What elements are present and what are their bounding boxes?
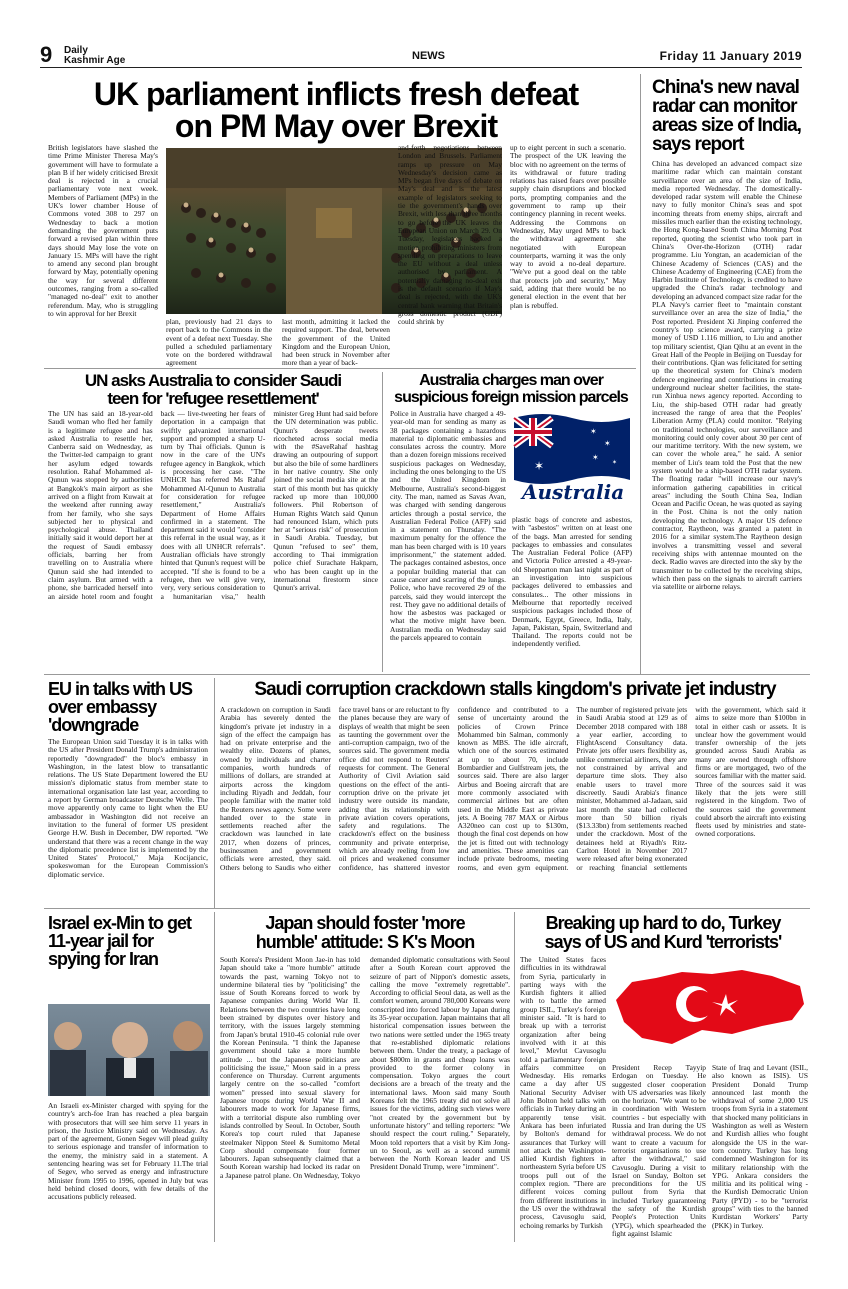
un-body: The UN has said an 18-year-old Saudi woman who fled her family is a legitimate refugee and has asked Australia to resettle her, Canberra said on Wednesday, as the Twitter-led campaign to grant her asylum edged towards resolution. Rahaf Mohammed al-Qunun was stopped by authorities at Bangkok's main airport as she arrived on a flight from Kuwait at the weekend after running away from her family, who she says subjected her to physical and psychological abuse. Thailand initially said it would deport her at the request of Saudi embassy officials, barring her from travelling on to Australia where Qunun said she had intended to claim asylum. But armed with a phone, she barricaded herself into an airside hotel room and fought back — live-tweeting her fears of deportation in a campaign that swiftly galvanized international support and prompted a sharp U-turn by Thai officials. Qunun is now in the care of the UN's refugee agency in Bangkok, which is processing her case. "The UNHCR has referred Ms Rahaf Mohammed Al-Qunun to Australia for consideration for refugee resettlement," Australia's Department of Home Affairs confirmed in a statement. The department said it would "consider this referral in the usual way, as it does with all UNHCR referrals". Australian officials have strongly hinted that Qunun's request will be accepted. "If she is found to be a refugee, then we will give very, very, very serious consideration to a humanitarian visa," health minister Greg Hunt had said before the UN determination was public. Qunun's desperate tweets ricocheted across social media with the #SaveRahaf hashtag drawing an outpouring of support but also the bile of some hardliners in her native country. She only joined the social media site at the start of this month but has quickly racked up more than 100,000 followers. Phil Robertson of Human Rights Watch said Qunun had renounced Islam, which puts her at "serious risk" of prosecution in Saudi Arabia. Tuesday, but Qunun "refused to see" them, according to Thai immigration police chief Surachate Hakparn, who has been caught up in the international firestorm since Qunun's arrival. bbox=[48, 410, 378, 601]
un-headline bbox=[48, 372, 378, 408]
turkey-map bbox=[612, 960, 808, 1062]
turkey-body-b2: State of Iraq and Levant (ISIL, also known as ISIS). US President Donald Trump announced last month the withdrawal of some 2,000 US troops from Syria in a statement that shocked many politicians in Washington as well as Western and Kurdish allies who fought alongside the US in the war-torn country. Turkey has long condemned Washington for its military relationship with the YPG. Ankara considers the militia and its political wing - the Kurdish Democratic Union Party (PYD) - to be "terrorist groups" with ties to the banned Kurdistan Workers' Party (PKK) in Turkey. bbox=[712, 1064, 808, 1230]
aus-body-right: plastic bags of concrete and asbestos, with "asbestos" written on at least one of the bags. Man arrested for sending packages to embassies and consulates The Australian Federal Police (AFP) and Victoria Police arrested a 49-year-old Shepparton man last night as part of an investigation into suspicious packages delivered to embassies and consulates... The other missions in Melbourne that reportedly received suspicious packages included those of Denmark, Egypt, Greece, India, Italy, Japan, Pakistan, Spain, Switzerland and Thailand. The reports could not be independently verified. bbox=[512, 516, 632, 649]
aus-headline bbox=[386, 372, 636, 406]
china-body: China has developed an advanced compact size maritime radar which can maintain constant surveillance over an area of the size of India, media reported Wednesday. The domestically-developed radar system will enable the Chinese navy to fully monitor China's seas and spot incoming threats from enemy ships, aircraft and missiles much earlier than the existing technology, the Hong Kong-based South China Morning Post reported, quoting the scientist who took part in China's Over-the-Horizon (OTH) radar programme. Liu Yongtan, an academician of the Chinese Academy of Sciences (CAS) and the Chinese Academy of Engineering (CAE) from the Harbin Institute of Technology, is credited to have upgraded the China's radar technology and developing an advanced compact size radar for the PLA Navy's carrier fleet to "maintain constant surveillance over an area the size of India," the Post reported. President Xi Jinping conferred the country's top science award, carrying a prize money of USD 1.116 million, to Liu and another top military scientist, Qian Qihu at an event in the Great Hall of the People in Beijing on Tuesday for their contributions. Qian was felicitated for setting up the theoretical system for China's modern defence engineering and contributions in creating underground nuclear shelter facilities, the state-run Xinhua news agency reported. According to Liu, the ship-based OTH radar had greatly increased the range of area that the Peoples' Liberation Army (PLA) could monitor. "Relying on traditional technologies, our surveillance and monitoring could only cover about 30 per cent of our maritime territory. With the new system, we can cover the whole area," he said. A senior member of Liu's team told the Post that the new system would be a ship-based OTH radar system. The floating radar "will increase our navy's information gathering capabilities in critical areas" including the South China Sea, Indian Ocean and Pacific Ocean, he was quoted as saying in the Post. China is not the only nation developing the technology. A major US defence contractor, Raytheon, was granted a patent in 2016 for a similar system.The Raytheon design involves a transmitting vessel and several receiving ships with antennae mounted on the deck. Radio waves are directed into the sky by the transmitter to be collected by the receiving ships, which then pass on the signals to aircraft carriers via satellite or airborne relays. bbox=[652, 160, 802, 592]
paper-name bbox=[64, 46, 125, 66]
lead-column-5: up to eight percent in such a scenario. The prospect of the UK leaving the bloc with no agreement on the terms of its withdrawal or future trading relations has raised fears over possible supply chain disruptions and blocked ports, prompting companies and the government to ramp up their contingency planning in recent weeks. Addressing the Commons on Wednesday, May urged MPs to back the withdrawal agreement she negotiated with European counterparts, warning it was the only way to avoid a no-deal departure. "We've put a good deal on the table that protects job and security," May said, adding that there would be no general election in the event that her plan is rebuffed. bbox=[510, 144, 626, 310]
lead-headline bbox=[56, 78, 616, 142]
japan-headline-line2: humble' attitude: S K's Moon bbox=[255, 932, 475, 952]
turkey-body-b1: President Recep Tayyip Erdogan on Tuesday. He suggested closer cooperation with US adversaries was likely on the horizon. "We want to be in coordination with Western countries - but especially with Russia and Iran during the US withdrawal process. We do not want to create a vacuum for terrorist organisations to use after the withdrawal," said Cavusoglu. During a visit to Israel on Sunday, Bolton set preconditions for the US pullout from Syria that included Turkey guaranteeing the safety of the Kurdish People's Protection Units (YPG), which spearheaded the fight against Islamic bbox=[612, 1064, 706, 1238]
saudi-body: A crackdown on corruption in Saudi Arabia has severely dented the kingdom's private jet industry in a sign of the effect the campaign has had on private enterprise and the wealthy elite. Dozens of planes, owned by individuals and charter companies, worth hundreds of millions of dollars, are stranded at airports across the kingdom including Riyadh and Jeddah, four people familiar with the matter told the Reuters news agency. Some were handed over to the state in settlements reached after the crackdown was launched in late 2017, when dozens of princes, businessmen and government officials were arrested, they said. Others belong to Saudis who either face travel bans or are reluctant to fly the planes because they are wary of displays of wealth that might be seen as taunting the government over the anti-corruption campaign, two of the sources said. The government media office did not respond to Reuters' requests for comment. The General Authority of Civil Aviation said questions on the effect of the anti-corruption drive on the private jet industry were outside its mandate, adding that its relationship with private aviation covers operations, safety and regulations. The crackdown's effect on the business community and private enterprise, which are already reeling from low oil prices and weakened consumer confidence, has shattered investor confidence and contributed to a sense of uncertainty around the policies of Crown Prince Mohammed bin Salman, commonly known as MBS. The idle aircraft, which one of the sources estimated at up to about 70, include Bombardier and Gulfstream jets, the sources said. There are also larger Airbus and Boeing aircraft that are more commonly associated with commercial airlines but are often used in the Middle East as private jets. A Boeing 787 MAX or Airbus A320neo can cost up to $130m, though the final cost depends on how the jet is fitted out with technology and amenities. These amenities can include private bedrooms, meeting rooms, and even gym equipment. The number of registered private jets in Saudi Arabia stood at 129 as of December 2018 compared with 188 a year earlier, according to FlightAscend Consultancy data. Private jets offer users flexibility as, unlike commercial airliners, they are not constrained by arrival and departure time slots. They also enable users to travel more discreetly. Saudi Arabia's finance minister, Mohammed al-Jadaan, said last month the state had collected more than 50 billion riyals ($13.33bn) from settlements reached under the crackdown. Most of the detainees held at Riyadh's Ritz-Carlton Hotel in November 2017 were released after being exonerated or reaching financial settlements with the government, which said it aims to seize more than $100bn in total in either cash or assets. It is unclear how the government would transfer ownership of the jets grounded across Saudi Arabia as many are owned through offshore firms or are mortgaged, two of the sources familiar with the matter said. Three of the sources said it was likely that the jets were still registered in the kingdom. Two of the sources said the government could absorb the aircraft into existing fleets used by ministries and state-owned corporations. bbox=[220, 706, 806, 872]
column-rule bbox=[382, 372, 383, 672]
lead-headline-line2: on PM May over Brexit bbox=[174, 108, 498, 144]
israel-photo bbox=[48, 1004, 210, 1096]
section-rule bbox=[44, 674, 810, 675]
turkey-headline-line1: Breaking up hard to do, Turkey bbox=[545, 913, 781, 933]
lead-column-2: plan, previously had 21 days to report back to the Commons in the event of a defeat next Tuesday. She pulled a scheduled parliamentary vote on the bordered withdrawal agreement bbox=[166, 318, 272, 368]
aus-body-left: Police in Australia have charged a 49-year-old man for sending as many as 38 packages containing a hazardous material to diplomatic embassies and consulates across the country. More than a dozen foreign missions received suspicious packages on Wednesday, including the ones belonging to the US and the United Kingdom in Melbourne, Australia's second-biggest city. The man, named as Savas Avan, was charged with sending dangerous articles through a postal service, the Australian Federal Police (AFP) said in a statement on Thursday. "The maximum penalty for the offence the man has been charged with is 10 years imprisonment," the statement added. The packages contained asbestos, once a popular building material that can cause cancer and scarring of the lungs. Police, who have recovered 29 of the parcels, said they would intercept the rest. They gave no additional details of how the asbestos was packaged or what the motive might have been. Australian media on Wednesday said the parcels appeared to contain bbox=[390, 410, 506, 643]
turkey-map-flag-icon bbox=[612, 960, 808, 1062]
column-rule bbox=[640, 74, 641, 674]
aus-headline-line1: Australia charges man over bbox=[419, 372, 603, 389]
un-headline-line1: UN asks Australia to consider Saudi bbox=[84, 371, 342, 390]
israel-body: An Israeli ex-Minister charged with spying for the country's arch-foe Iran has reached a plea bargain with prosecutors that will see him serve 11 years in prison, the Justice Ministry said on Wednesday. As part of the agreement, Gonen Segev will plead guilty to serious espionage and transfer of information to the enemy, the ministry said in a statement. A sentencing hearing was set for February 11.The trial of Segev, who served as energy and infrastructure Minister from 1995 to 1996, opened in July but was held behind closed doors, with few details of the accusations publicly released. bbox=[48, 1102, 208, 1202]
svg-text:✶: ✶ bbox=[592, 453, 599, 462]
japan-body: South Korea's President Moon Jae-in has told Japan should take a "more humble" attitude towards the past, warning Tokyo not to undermine bilateral ties by "politicising" the issue of South Koreans forced to work by Japanese companies during World War II. Relations between the two countries have long been strained by disputes over history and territory, with the issues largely stemming from Japan's brutal 1910-45 colonial rule over the Korean Peninsula. "I think the Japanese government should take a more humble attitude ... but the Japanese politicians are politicising the issue," Moon said in a press conference on Thursday. Current arguments largely centre on the so-called "comfort women" pressed into sexual slavery for Japanese troops during World War II and labourers made to work for Japanese firms, with a territorial dispute also rumbling over islands controlled by Seoul. In October, South Korea's top court ruled that Japanese steelmaker Nippon Steel & Sumitomo Metal Corp should compensate four former labourers. Japan subsequently claimed that a South Korean warship had locked its radar on a Japanese patrol plane. On Wednesday, Tokyo demanded diplomatic consultations with Seoul after a South Korean court approved the seizure of part of Nippon's domestic assets, calling the move "extremely regrettable". According to official Seoul data, as well as the comfort women, around 780,000 Koreans were conscripted into forced labour by Japan during its 35-year occupation. Japan maintains that all historical compensation issues between the two nations were settled under the 1965 treaty that re-established diplomatic relations between them. Under the treaty, a package of about $800m in grants and cheap loans was provided to the former colony in compensation. Tokyo argues the court decisions are a breach of the treaty and the international laws. Moon said many South Koreans felt the 1965 treaty did not solve all issues for the victims, adding such views were "not created by the government but by unfortunate history" and telling reporters: "We should respect the court ruling." Separately, Moon told reporters that a visit by Kim Jong-un to Seoul, as well as a second summit between the North Korean leader and US President Donald Trump, were "imminent". bbox=[220, 956, 510, 1180]
column-rule bbox=[214, 912, 215, 1242]
lead-column-3: last month, admitting it lacked the required support. The deal, between the government of the United Kingdom and the European Union, had been struck in November after more than a year of back- bbox=[282, 318, 390, 368]
un-headline-line2: teen for 'refugee resettlement' bbox=[107, 389, 319, 408]
column-rule bbox=[214, 678, 215, 908]
eu-headline: EU in talks with US over embassy 'downgrade bbox=[48, 679, 193, 735]
israel-photo-illustration bbox=[48, 1004, 210, 1096]
section-rule bbox=[44, 368, 636, 369]
dateline: Friday 11 January 2019 bbox=[659, 49, 802, 63]
china-headline: China's new naval radar can monitor areas size of India, says report bbox=[652, 77, 801, 155]
svg-text:✶: ✶ bbox=[534, 459, 545, 473]
svg-text:✶: ✶ bbox=[612, 460, 618, 466]
flag-caption: Australia bbox=[522, 480, 625, 504]
turkey-body-top: The United States faces difficulties in its withdrawal from Syria, particularly in parting ways with the Kurdish fighters it allied with to battle the armed group ISIL, Turkey's foreign minister said. "It is hard to break up with a terrorist organization after being involved with it at this level," Mevlut Cavusoglu told a parliamentary foreign affairs committee on Wednesday. His remarks came a day after US National Security Adviser John Bolton held talks with officials in Turkey during an apparently tense visit. Ankara has been infuriated by Bolton's demand for assurances that Turkey will not attack the Washington-allied Kurdish fighters in northeastern Syria before US troops pull out of the complex region. "There are different voices coming from different institutions in the US over the withdrawal process, Cavusoglu said, echoing remarks by Turkish bbox=[520, 956, 606, 1230]
lead-headline-line1: UK parliament inflicts fresh defeat bbox=[93, 76, 579, 112]
column-rule bbox=[514, 912, 515, 1242]
turkey-headline bbox=[518, 914, 808, 952]
page-header bbox=[40, 44, 802, 68]
eu-body: The European Union said Tuesday it is in talks with the US after President Donald Trump's administration reportedly "downgraded" the bloc's embassy in Washington, in the latest blow to transatlantic relations. The US State Department lowered the EU mission's diplomatic status from member state to international organisation late last year, according to a report by German broadcaster Deutsche Welle. The move apparently only came to light when the EU ambassador in Washington did not receive an invitation to the funeral of former US president George H.W. Bush in December, DW reported. "We understand that there was a recent change in the way the diplomatic precedence list is implemented by the United States' Protocol," Maja Kocijancic, spokeswoman for the European Commission's diplomatic service. bbox=[48, 738, 208, 879]
section-name: NEWS bbox=[412, 50, 445, 62]
paper-name-line1: Daily bbox=[64, 45, 88, 56]
paper-name-line2: Kashmir Age bbox=[64, 55, 126, 66]
svg-text:✶: ✶ bbox=[604, 439, 611, 448]
saudi-headline: Saudi corruption crackdown stalls kingdom's private jet industry bbox=[254, 679, 776, 700]
japan-headline-line1: Japan should foster 'more bbox=[265, 913, 465, 933]
australia-flag bbox=[512, 410, 632, 514]
lead-column-4: and-forth negotiations between London and Brussels. Parliament ramps up pressure on May Wednesday's decision came as MPs began five days of debate on May's deal and is the latest example of legislators seeking to tie the government's hands over Brexit, with less than three months to go before the UK leaves the European Union on March 29. On Tuesday, legislators backed a motion prohibiting ministers from spending on preparations to leave the EU without a deal unless authorised by parliament. A potentially damaging no-deal exit is the default scenario if May's deal is rejected, with the UK's central bank warning that Britain's gross domestic product (GDP) could shrink by bbox=[398, 144, 502, 327]
aus-headline-line2: suspicious foreign mission parcels bbox=[394, 389, 628, 406]
turkey-headline-line2: says of US and Kurd 'terrorists' bbox=[544, 932, 782, 952]
section-rule bbox=[44, 908, 810, 909]
page-number: 9 bbox=[40, 42, 53, 67]
israel-headline: Israel ex-Min to get 11-year jail for spying for Iran bbox=[48, 913, 192, 969]
svg-text:✶: ✶ bbox=[590, 427, 597, 436]
lead-column-1: British legislators have slashed the time Prime Minister Theresa May's government will have to formulate a plan B if her widely criticised Brexit deal is rejected in a crucial parliamentary vote next week. Members of Parliament (MPs) in the UK's lower chamber House of Commons voted 308 to 297 on Wednesday to back a motion demanding the government puts forward a revised plan within three days should May lose the vote on January 15. MPs will have the right to amend any second plan brought forward by May, potentially opening the way for several different outcomes, ranging from a so-called "managed no-deal" exit to another referendum. May, who is struggling to win approval for her Brexit bbox=[48, 144, 158, 318]
japan-headline bbox=[220, 914, 510, 952]
